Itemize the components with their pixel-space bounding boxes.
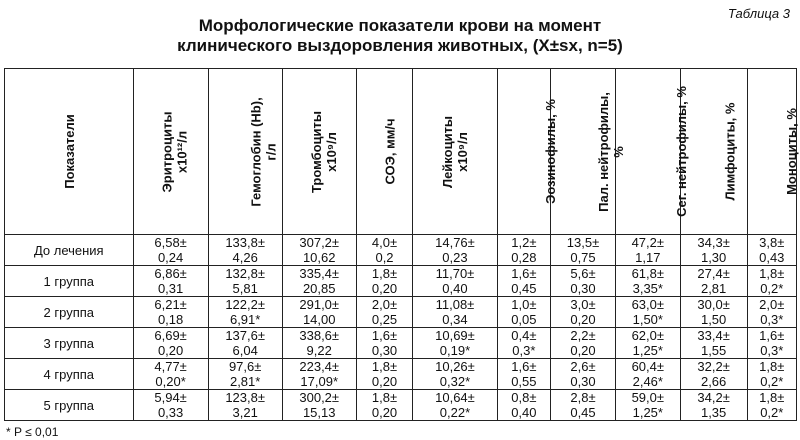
cell-error: 0,24 — [157, 250, 184, 265]
table-cell — [497, 297, 550, 328]
cell-mean: 10,26± — [435, 359, 475, 374]
table-cell — [497, 390, 550, 421]
cell-mean: 1,8± — [371, 390, 398, 405]
cell-mean: 30,0± — [697, 297, 730, 312]
cell-error: 0,2* — [760, 374, 784, 389]
cell-mean: 97,6± — [228, 359, 262, 374]
table-cell — [133, 390, 208, 421]
table-cell — [133, 266, 208, 297]
table-cell — [551, 328, 616, 359]
header-monocytes: Моноциты, % — [747, 69, 796, 235]
table-cell — [282, 297, 356, 328]
header-row — [5, 69, 797, 235]
cell-error: 0,20 — [371, 405, 398, 420]
cell-mean: 11,70± — [435, 266, 475, 281]
table-cell — [356, 390, 413, 421]
table-cell — [680, 359, 747, 390]
cell-mean: 5,94± — [154, 390, 187, 405]
cell-error: 0,75 — [570, 250, 596, 265]
table-cell — [133, 297, 208, 328]
cell-mean: 1,8± — [371, 359, 398, 374]
cell-mean: 335,4± — [299, 266, 340, 281]
table-cell — [282, 235, 356, 266]
cell-error: 0,05 — [511, 312, 537, 327]
cell-error: 4,26 — [232, 250, 258, 265]
header-band-neutrophils: Пал. нейтрофилы, % — [551, 69, 616, 235]
header-indicator: Показатели — [5, 69, 134, 235]
table-cell — [133, 359, 208, 390]
cell-mean: 291,0± — [299, 297, 340, 312]
header-hemoglobin: Гемоглобин (Hb), г/л — [208, 69, 282, 235]
table-cell — [497, 235, 550, 266]
table-cell — [747, 266, 796, 297]
table-row — [5, 328, 797, 359]
cell-mean: 34,2± — [697, 390, 730, 405]
cell-mean: 60,4± — [631, 359, 665, 374]
cell-mean: 0,4± — [511, 328, 537, 343]
cell-error: 0,55 — [511, 374, 537, 389]
cell-mean: 2,0± — [759, 297, 785, 312]
table-cell — [413, 235, 497, 266]
cell-mean: 133,8± — [225, 235, 265, 250]
cell-mean: 2,2± — [570, 328, 596, 343]
table-cell — [551, 359, 616, 390]
table-cell — [413, 328, 497, 359]
table-cell — [615, 390, 680, 421]
table-row — [5, 266, 797, 297]
cell-error: 0,30 — [570, 374, 596, 389]
table-row — [5, 390, 797, 421]
header-seg-neutrophils: Сег. нейтрофилы, % — [615, 69, 680, 235]
cell-mean: 123,8± — [225, 390, 265, 405]
cell-error: 0,31 — [157, 281, 184, 296]
cell-error: 0,45 — [511, 281, 537, 296]
table-cell — [615, 297, 680, 328]
cell-mean: 3,8± — [759, 235, 785, 250]
cell-mean: 14,76± — [435, 235, 475, 250]
cell-error: 0,3* — [760, 343, 784, 358]
cell-error: 0,30 — [570, 281, 596, 296]
row-label: 1 группа — [5, 266, 134, 297]
table-cell — [680, 328, 747, 359]
cell-error: 0,20 — [570, 312, 596, 327]
cell-error: 0,43 — [759, 250, 785, 265]
table-cell — [133, 328, 208, 359]
header-eosinophils: Эозинофилы, % — [497, 69, 550, 235]
table-cell — [413, 297, 497, 328]
table-row — [5, 297, 797, 328]
table-cell — [356, 235, 413, 266]
cell-error: 6,91* — [229, 312, 261, 327]
table-cell — [747, 297, 796, 328]
table-cell — [208, 297, 282, 328]
cell-error: 2,81 — [700, 281, 727, 296]
cell-mean: 122,2± — [225, 297, 265, 312]
cell-mean: 2,6± — [570, 359, 596, 374]
row-label: 2 группа — [5, 297, 134, 328]
cell-error: 0,20* — [155, 374, 186, 389]
cell-mean: 59,0± — [631, 390, 665, 405]
table-row — [5, 235, 797, 266]
cell-error: 6,04 — [232, 343, 258, 358]
table-cell — [282, 359, 356, 390]
cell-error: 0,23 — [442, 250, 468, 265]
cell-error: 1,25* — [632, 405, 663, 420]
cell-error: 0,45 — [570, 405, 596, 420]
cell-error: 0,30 — [371, 343, 398, 358]
cell-error: 0,3* — [760, 312, 784, 327]
cell-mean: 13,5± — [566, 235, 600, 250]
cell-error: 0,20 — [570, 343, 596, 358]
cell-mean: 1,2± — [511, 235, 537, 250]
blood-indicators-table — [4, 68, 797, 421]
table-cell — [208, 235, 282, 266]
cell-error: 3,35* — [632, 281, 663, 296]
table-title — [0, 16, 800, 56]
cell-error: 9,22 — [306, 343, 332, 358]
cell-mean: 2,0± — [371, 297, 398, 312]
table-cell — [747, 235, 796, 266]
table-cell — [747, 390, 796, 421]
cell-mean: 2,8± — [570, 390, 596, 405]
cell-mean: 6,58± — [154, 235, 187, 250]
cell-error: 0,20 — [371, 374, 398, 389]
cell-mean: 47,2± — [631, 235, 665, 250]
cell-error: 0,18 — [157, 312, 184, 327]
table-row — [5, 359, 797, 390]
cell-mean: 307,2± — [299, 235, 340, 250]
cell-mean: 1,8± — [759, 359, 785, 374]
table-cell — [680, 390, 747, 421]
significance-footnote: * P ≤ 0,01 — [6, 425, 59, 439]
cell-error: 20,85 — [302, 281, 336, 296]
table-cell — [208, 390, 282, 421]
cell-mean: 5,6± — [570, 266, 596, 281]
cell-error: 0,28 — [511, 250, 537, 265]
table-cell — [497, 266, 550, 297]
table-cell — [282, 328, 356, 359]
cell-error: 0,33 — [157, 405, 184, 420]
cell-error: 0,3* — [512, 343, 536, 358]
table-cell — [615, 266, 680, 297]
cell-mean: 10,69± — [435, 328, 475, 343]
cell-mean: 33,4± — [697, 328, 730, 343]
cell-error: 0,22* — [439, 405, 471, 420]
cell-error: 0,25 — [371, 312, 398, 327]
cell-mean: 6,86± — [154, 266, 187, 281]
cell-mean: 10,64± — [435, 390, 475, 405]
table-number-label: Таблица 3 — [727, 6, 790, 21]
table-cell — [747, 328, 796, 359]
cell-error: 0,2* — [760, 405, 784, 420]
row-label: 3 группа — [5, 328, 134, 359]
cell-mean: 137,6± — [225, 328, 265, 343]
cell-mean: 1,8± — [371, 266, 398, 281]
cell-mean: 27,4± — [697, 266, 730, 281]
cell-error: 3,21 — [232, 405, 258, 420]
cell-mean: 1,8± — [759, 390, 785, 405]
cell-error: 0,2* — [760, 281, 784, 296]
cell-error: 5,81 — [232, 281, 258, 296]
cell-error: 2,46* — [632, 374, 663, 389]
table-cell — [615, 359, 680, 390]
table-cell — [282, 266, 356, 297]
cell-error: 1,50* — [632, 312, 663, 327]
header-leukocytes: Лейкоциты х10⁹/л — [413, 69, 497, 235]
cell-error: 17,09* — [300, 374, 338, 389]
cell-mean: 3,0± — [570, 297, 596, 312]
cell-error: 0,2 — [375, 250, 394, 265]
cell-mean: 1,8± — [759, 266, 785, 281]
table-cell — [615, 328, 680, 359]
cell-error: 0,20 — [371, 281, 398, 296]
cell-mean: 34,3± — [697, 235, 730, 250]
row-label: До лечения — [5, 235, 134, 266]
title-line-2: клинического выздоровления животных, (X±sx, n=5) — [177, 36, 623, 55]
table-cell — [680, 235, 747, 266]
cell-error: 1,25* — [632, 343, 663, 358]
cell-mean: 4,77± — [154, 359, 187, 374]
cell-error: 2,66 — [700, 374, 727, 389]
cell-error: 1,35 — [700, 405, 727, 420]
cell-error: 2,81* — [229, 374, 261, 389]
table-cell — [551, 235, 616, 266]
cell-mean: 1,0± — [511, 297, 537, 312]
cell-error: 0,40 — [511, 405, 537, 420]
table-cell — [133, 235, 208, 266]
cell-mean: 223,4± — [299, 359, 340, 374]
cell-mean: 61,8± — [631, 266, 665, 281]
cell-mean: 1,6± — [371, 328, 398, 343]
header-lymphocytes: Лимфоциты, % — [680, 69, 747, 235]
cell-error: 1,30 — [700, 250, 727, 265]
table-cell — [356, 266, 413, 297]
cell-mean: 32,2± — [697, 359, 730, 374]
cell-mean: 338,6± — [299, 328, 340, 343]
table-cell — [551, 297, 616, 328]
table-cell — [680, 297, 747, 328]
table-cell — [413, 266, 497, 297]
cell-mean: 1,6± — [511, 359, 537, 374]
cell-mean: 0,8± — [511, 390, 537, 405]
table-cell — [356, 328, 413, 359]
header-erythrocytes: Эритроциты х10¹²/л — [133, 69, 208, 235]
cell-error: 0,19* — [439, 343, 471, 358]
table-cell — [680, 266, 747, 297]
row-label: 5 группа — [5, 390, 134, 421]
cell-mean: 1,6± — [511, 266, 537, 281]
table-cell — [497, 359, 550, 390]
cell-error: 14,00 — [302, 312, 336, 327]
table-cell — [356, 297, 413, 328]
cell-mean: 1,6± — [759, 328, 785, 343]
cell-error: 1,55 — [700, 343, 727, 358]
cell-error: 10,62 — [302, 250, 336, 265]
table-cell — [282, 390, 356, 421]
cell-error: 15,13 — [302, 405, 336, 420]
cell-mean: 11,08± — [435, 297, 475, 312]
table-cell — [551, 266, 616, 297]
cell-error: 0,40 — [442, 281, 468, 296]
header-soe: СОЭ, мм/ч — [356, 69, 413, 235]
cell-mean: 300,2± — [299, 390, 340, 405]
table-cell — [497, 328, 550, 359]
cell-mean: 132,8± — [225, 266, 265, 281]
table-cell — [551, 390, 616, 421]
cell-mean: 4,0± — [371, 235, 398, 250]
table-cell — [208, 266, 282, 297]
table-cell — [615, 235, 680, 266]
table-cell — [356, 359, 413, 390]
table-cell — [208, 359, 282, 390]
cell-error: 1,17 — [635, 250, 661, 265]
table-cell — [413, 359, 497, 390]
table-cell — [413, 390, 497, 421]
cell-mean: 62,0± — [631, 328, 665, 343]
table-cell — [747, 359, 796, 390]
cell-error: 0,20 — [157, 343, 184, 358]
cell-error: 0,32* — [439, 374, 471, 389]
cell-mean: 63,0± — [631, 297, 665, 312]
cell-error: 0,34 — [442, 312, 468, 327]
cell-mean: 6,21± — [154, 297, 187, 312]
row-label: 4 группа — [5, 359, 134, 390]
table-cell — [208, 328, 282, 359]
header-thrombocytes: Тромбоциты х10⁹/л — [282, 69, 356, 235]
title-line-1: Морфологические показатели крови на момент — [198, 16, 602, 35]
cell-error: 1,50 — [700, 312, 727, 327]
cell-mean: 6,69± — [154, 328, 187, 343]
